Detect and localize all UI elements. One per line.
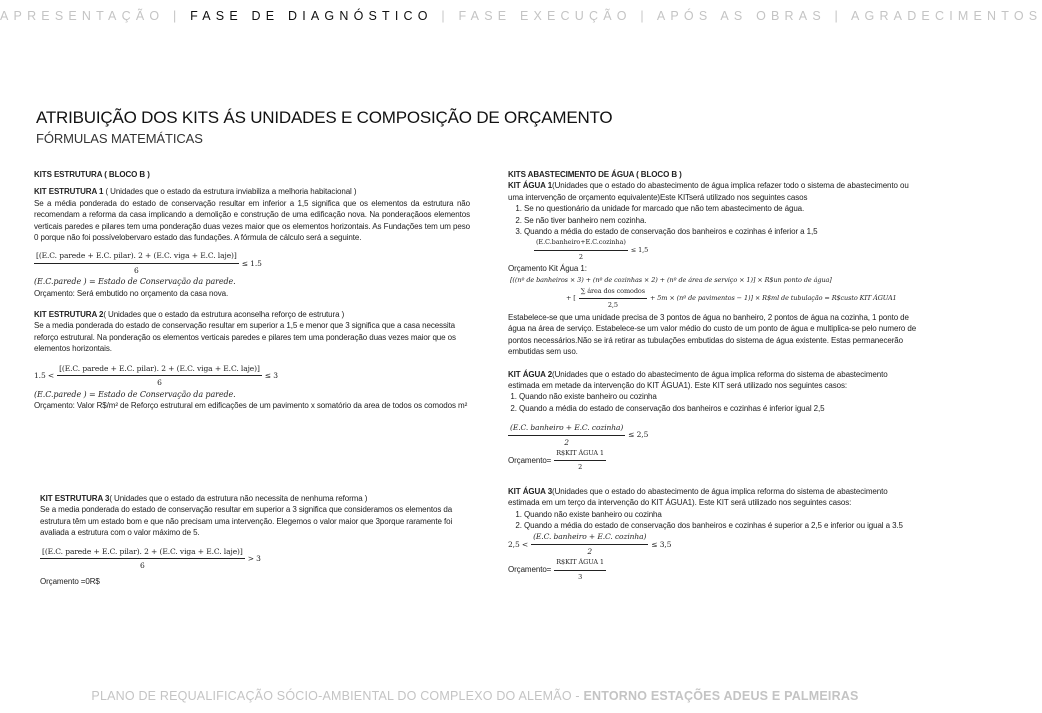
left-column <box>34 169 470 411</box>
page-title: ATRIBUIÇÃO DOS KITS ÁS UNIDADES E COMPOSIÇÃO DE ORÇAMENTO <box>36 108 613 127</box>
formula-numerator: [(E.C. parede + E.C. pilar). 2 + (E.C. viga + E.C. laje)] <box>34 250 239 263</box>
nav-item-fase-diagnostico[interactable]: FASE DE DIAGNÓSTICO <box>190 9 433 23</box>
case-item: 1. Quando não existe banheiro ou cozinha <box>524 509 918 520</box>
case-item: 3. Quando a média do estado de conservação dos banheiros e cozinhas é inferior a 1,5 <box>524 226 918 237</box>
kit-estrutura-3-body: Se a media ponderada do estado de conservação resultar em superior a 3 significa que consideramos os elementos da estrutura têm um estado bom e que não precisam uma intervenção. Elegemos o valor maior que 3porque raramente foi avaliada a estrutura com o valor máximo de 5. <box>40 505 453 538</box>
formula-comparison: ≤ 1,5 <box>630 245 649 254</box>
formula-fraction <box>534 237 628 263</box>
formula-numerator: (E.C.banheiro+E.C.cozinha) <box>534 237 628 250</box>
budget-numerator: R$KIT ÁGUA 1 <box>554 448 606 461</box>
footer <box>0 689 950 703</box>
formula-comparison: ≤ 1.5 <box>241 258 262 268</box>
kit-estrutura-3-header <box>40 493 465 504</box>
kit-agua-3-formula <box>508 531 918 557</box>
kit-agua-2-cases <box>508 391 918 414</box>
kit-agua-3-budget <box>508 557 918 583</box>
formula-denominator: 2 <box>578 252 583 261</box>
kit-estrutura-1-header <box>34 186 470 197</box>
nav-item-apresentacao[interactable]: APRESENTAÇÃO <box>0 9 165 23</box>
kit-label: KIT ÁGUA 3 <box>508 486 553 496</box>
formula-fraction <box>531 531 648 557</box>
kit-label: KIT ESTRUTURA 1 <box>34 187 104 197</box>
formula-line: [((nº de banheiros × 3) + (nº de cozinhas × 2) + (nº de área de serviço × 1)] × R$un ponto de água] <box>510 275 832 284</box>
formula-comparison: ≤ 3 <box>264 370 278 380</box>
kit-estrutura-2-formula <box>34 363 470 389</box>
nav-separator: | <box>172 9 182 23</box>
kit-estrutura-1-budget: Orçamento: Será embutido no orçamento da casa nova. <box>34 288 229 298</box>
footer-text: PLANO DE REQUALIFICAÇÃO SÓCIO-AMBIENTAL DO COMPLEXO DO ALEMÃO - <box>91 689 584 703</box>
nav-separator: | <box>640 9 649 23</box>
formula-comparison: ≤ 2,5 <box>628 430 649 440</box>
formula-numerator: [(E.C. parede + E.C. pilar). 2 + (E.C. viga + E.C. laje)] <box>57 363 262 376</box>
section-heading-estrutura: KITS ESTRUTURA ( BLOCO B ) <box>34 170 150 179</box>
formula-numerator: (E.C. banheiro + E.C. cozinha) <box>508 422 625 435</box>
formula-numerator: ∑ área dos comodos <box>579 286 647 299</box>
nav-separator: | <box>441 9 450 23</box>
kit-agua-1-budget-label: Orçamento Kit Água 1: <box>508 264 587 274</box>
kit-agua-1-cases <box>508 203 918 237</box>
kit-desc: (Unidades que o estado do abastecimento de água implica refazer todo o sistema de abastecimento ou uma intervenção de orçamento equivalente)Este KITserá utilizado nos seguintes casos <box>508 181 909 202</box>
kit-label: KIT ÁGUA 1 <box>508 181 553 191</box>
section-heading-agua: KITS ABASTECIMENTO DE ÁGUA ( BLOCO B ) <box>508 170 682 179</box>
kit-agua-1-budget-formula-line2 <box>566 286 918 312</box>
formula-fraction <box>40 546 245 572</box>
formula-prefix: + [ <box>566 294 576 303</box>
budget-prefix: Orçamento= <box>508 456 552 466</box>
formula-fraction <box>34 250 239 276</box>
kit-agua-1-budget-formula-line1 <box>510 275 918 286</box>
kit-estrutura-2-note: (E.C.parede ) = Estado de Conservação da parede. <box>34 389 236 399</box>
budget-denominator: 2 <box>578 463 583 472</box>
kit-label: KIT ÁGUA 2 <box>508 369 553 379</box>
kit-agua-2-header <box>508 369 918 392</box>
budget-denominator: 3 <box>578 572 583 581</box>
kit-estrutura-2-header <box>34 309 470 320</box>
budget-fraction <box>554 448 606 474</box>
kit-estrutura-1-formula <box>34 250 470 276</box>
formula-numerator: (E.C. banheiro + E.C. cozinha) <box>531 531 648 544</box>
formula-denominator: 6 <box>157 378 162 388</box>
kit-desc: ( Unidades que o estado da estrutura aconselha reforço de estrutura ) <box>103 310 345 320</box>
formula-comparison: ≤ 3,5 <box>651 539 672 549</box>
kit-agua-1-header <box>508 180 918 203</box>
nav-item-agradecimentos[interactable]: AGRADECIMENTOS <box>850 9 1042 23</box>
kit-agua-2-budget <box>508 448 918 474</box>
kit-estrutura-1-body: Se a média ponderada do estado de conservação resultar em inferior a 1,5 significa que os elementos da estrutura não recomendam a reforma da casa implicando a demolição e construção de uma edificação nova. Na ponderaçãoos elementos verticais paredes e pilares tem uma ponderação duas vezes maior que os elementos horizontais. As Fundações tem um peso 0 porque não foi possívelobervaro estado das fundações. A fórmula de cálculo será a seguinte. <box>34 198 470 243</box>
footer-bold-text: ENTORNO ESTAÇÕES ADEUS E PALMEIRAS <box>583 689 859 703</box>
case-item: 1. Se no questionário da unidade for marcado que não tem abastecimento de água. <box>524 203 918 214</box>
kit-estrutura-1-note: (E.C.parede ) = Estado de Conservação da parede. <box>34 277 236 287</box>
kit-agua-1-body: Estabelece-se que uma unidade precisa de 3 pontos de água no banheiro, 2 pontos de água na cozinha, 1 ponto de água na área de serviço. Estabelece-se um valor médio do custo de um ponto de água e multiplica-se pelo numero de pontos necessários.Não se irá retirar as tubulações embutidas do sistema de água existente. Estas permanecerão embutidas sem uso. <box>508 312 917 357</box>
budget-prefix: Orçamento= <box>508 565 552 575</box>
kit-desc: (Unidades que o estado do abastecimento de água implica reforma do sistema de abastecimento estimada em um terço da intervenção do KIT ÁGUA1). Este KIT será utilizado nos seguintes casos: <box>508 486 888 508</box>
case-item: 2. Se não tiver banheiro nem cozinha. <box>524 215 918 226</box>
top-navigation <box>0 9 1042 23</box>
kit-desc: (Unidades que o estado do abastecimento de água implica reforma do sistema de abastecimento estimada em metade da intervenção do KIT ÁGUA1). Este KIT será utilizado nos seguintes casos: <box>508 369 888 390</box>
kit-estrutura-3-budget: Orçamento =0R$ <box>40 577 100 587</box>
kit-label: KIT ESTRUTURA 2 <box>34 310 104 320</box>
case-item: 2. Quando a média do estado de conservação dos banheiros e cozinhas é inferior igual 2,5 <box>519 403 918 414</box>
nav-item-apos-obras[interactable]: APÓS AS OBRAS <box>656 9 826 23</box>
formula-denominator: 6 <box>140 561 145 571</box>
kit-label: KIT ESTRUTURA 3 <box>40 494 110 503</box>
formula-denominator: 2,5 <box>607 301 618 310</box>
kit-desc: ( Unidades que o estado da estrutura inviabiliza a melhoria habitacional ) <box>103 187 357 197</box>
nav-separator: | <box>834 9 843 23</box>
right-column <box>508 169 918 583</box>
kit-agua-3-cases <box>508 509 918 532</box>
kit-agua-1-case-formula <box>534 237 918 263</box>
formula-prefix: 1.5 < <box>34 370 55 380</box>
kit-agua-3-header <box>508 486 918 509</box>
formula-numerator: [(E.C. parede + E.C. pilar). 2 + (E.C. viga + E.C. laje)] <box>40 546 245 559</box>
formula-denominator: 2 <box>587 546 593 556</box>
nav-item-fase-execucao[interactable]: FASE EXECUÇÃO <box>458 9 632 23</box>
page-subtitle: FÓRMULAS MATEMÁTICAS <box>36 131 203 146</box>
kit-desc: ( Unidades que o estado da estrutura não necessita de nenhuma reforma ) <box>109 494 368 503</box>
kit-estrutura-2-body: Se a media ponderada do estado de conservação resultar em superior a 1,5 e menor que 3 significa que a casa necessita reforço estrutural. Na ponderação os elementos verticais paredes e pilares tem uma ponderação duas vezes maior que os elementos horizontais. <box>34 321 456 354</box>
formula-comparison: > 3 <box>247 553 261 563</box>
formula-denominator: 6 <box>134 265 139 275</box>
formula-denominator: 2 <box>564 437 569 447</box>
formula-prefix: 2,5 < <box>508 539 529 549</box>
formula-fraction <box>57 363 262 389</box>
formula-fraction <box>508 422 625 448</box>
left-column-kit3 <box>40 493 465 588</box>
budget-fraction <box>554 557 606 583</box>
kit-estrutura-2-budget: Orçamento: Valor R$/m² de Reforço estrutural em edificações de um pavimento x somatório da area de todos os comodos m² <box>34 400 468 410</box>
kit-agua-2-formula <box>508 422 918 448</box>
case-item: 2. Quando a média do estado de conservação dos banheiros e cozinhas é superior a 2,5 e inferior ou igual a 3.5 <box>524 520 918 531</box>
formula-suffix: + 5m × (nº de pavimentos − 1)] × R$ml de tubulação = R$custo KIT ÁGUA1 <box>649 294 897 303</box>
case-item: 1. Quando não existe banheiro ou cozinha <box>519 391 918 402</box>
formula-fraction <box>579 286 647 312</box>
kit-estrutura-3-formula <box>40 546 465 572</box>
budget-numerator: R$KIT ÁGUA 1 <box>554 557 606 570</box>
